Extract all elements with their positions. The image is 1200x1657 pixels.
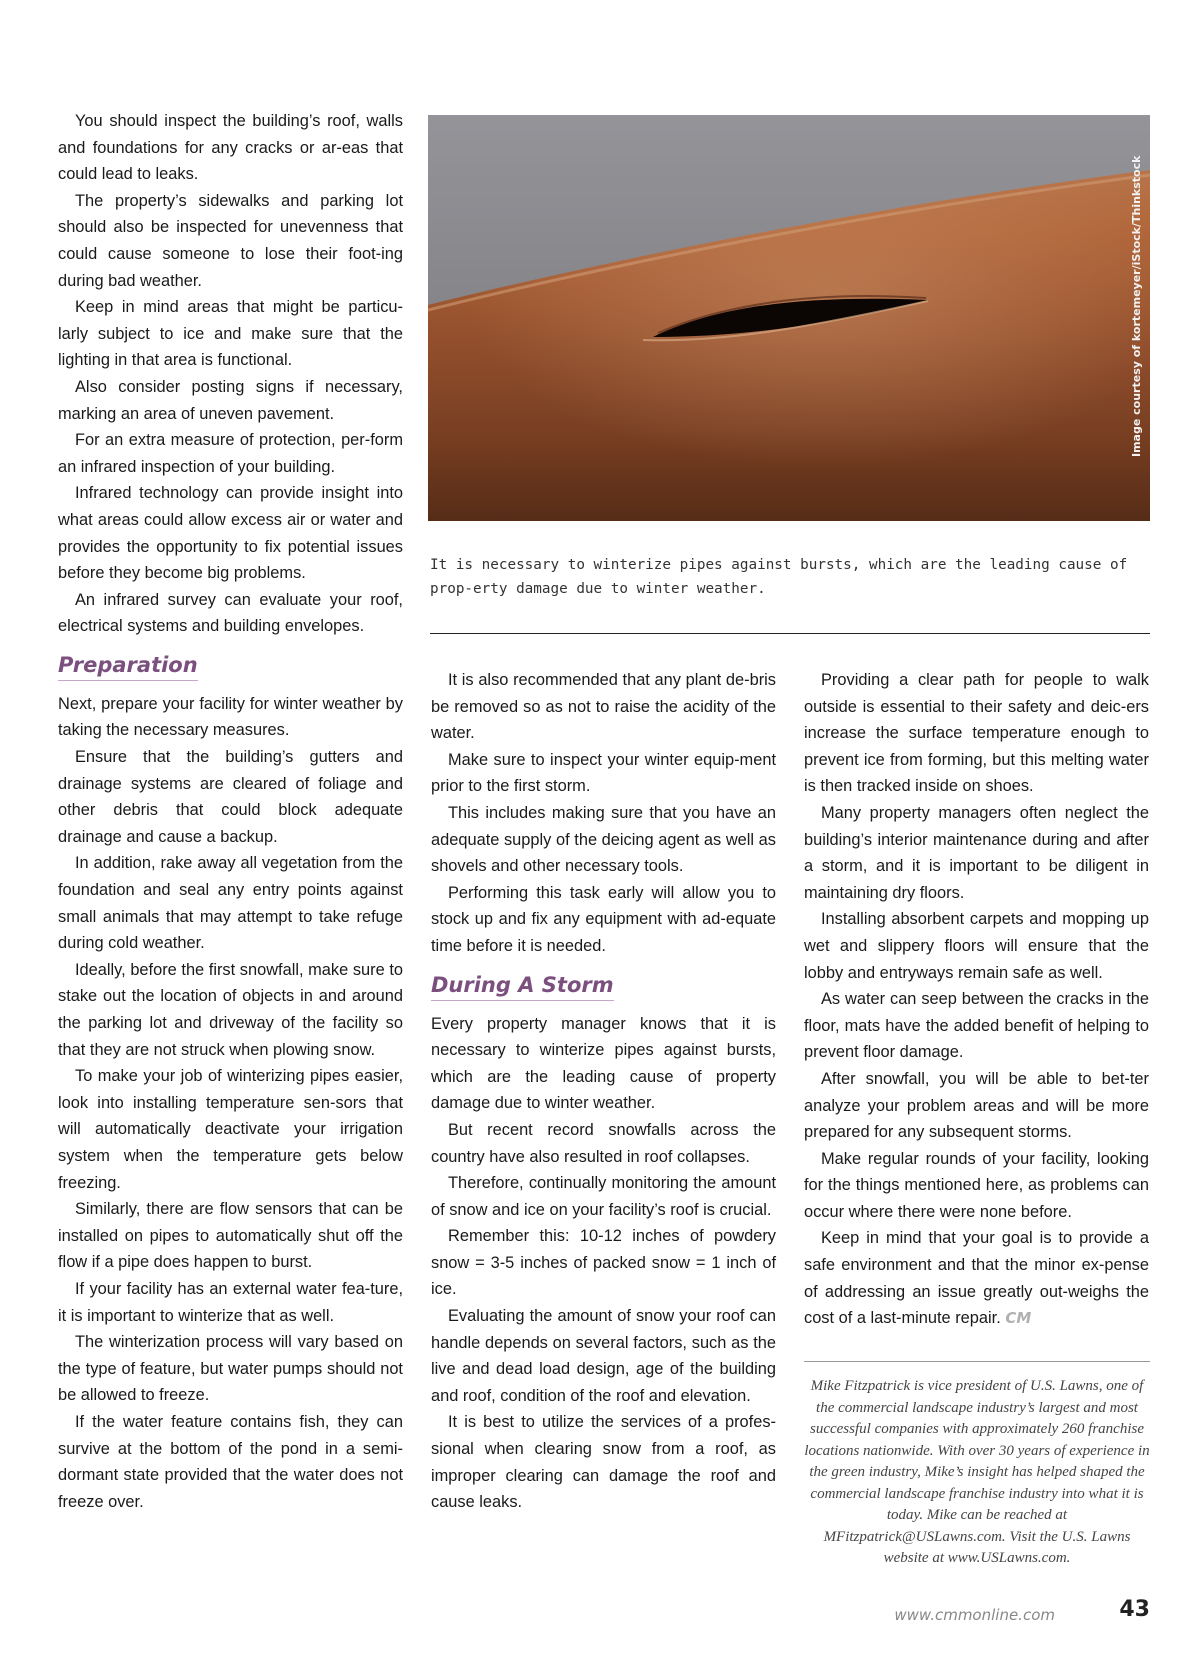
paragraph: Every property manager knows that it is necessary to winterize pipes against bursts, which are the leading cause of property damage due to winter weather. (431, 1014, 776, 1113)
paragraph: Ensure that the building’s gutters and drainage systems are cleared of foliage and other debris that could block adequate drainage and cause a backup. (58, 748, 403, 846)
paragraph: Providing a clear path for people to walk outside is essential to their safety and deic-ers increase the surface temperature enough to prevent ice from forming, but this melting water is then tracked inside on shoes. (804, 671, 1149, 796)
paragraph: But recent record snowfalls across the country have also resulted in roof collapses. (431, 1120, 776, 1166)
paragraph-text: Keep in mind that your goal is to provide a safe environment and that the minor ex-pense of addressing an issue greatly out-weighs the cost of a last-minute repair. (804, 1229, 1149, 1328)
paragraph: Keep in mind areas that might be particu-larly subject to ice and make sure that the lighting in that area is functional. (58, 298, 403, 370)
paragraph: If your facility has an external water fea-ture, it is important to winterize that as well. (58, 1279, 403, 1325)
middle-column (431, 667, 776, 1516)
paragraph: Evaluating the amount of snow your roof can handle depends on several factors, such as the live and dead load design, age of the building and roof, condition of the roof and elevation. (431, 1307, 776, 1405)
right-column (804, 667, 1149, 1332)
author-bio: Mike Fitzpatrick is vice president of U.S. Lawns, one of the commercial landscape industry’s largest and most successful companies with approximately 260 franchise locations nationwide. With over 30 years of experience in the green industry, Mike’s insight has helped shaped the commercial landscape franchise industry into what it is today. Mike can be reached at MFitzpatrick@USLawns.com. Visit the U.S. Lawns website at www.USLawns.com. (804, 1378, 1150, 1566)
photo-credit: Image courtesy of kortemeyer/iStock/Thinkstock (1130, 155, 1143, 457)
paragraph: Remember this: 10-12 inches of powdery snow = 3-5 inches of packed snow = 1 inch of ice. (431, 1227, 776, 1299)
divider (804, 1361, 1150, 1362)
paragraph: It is best to utilize the services of a profes-sional when clearing snow from a roof, as improper clearing can damage the roof and cause leaks. (431, 1413, 776, 1512)
paragraph: The property’s sidewalks and parking lot should also be inspected for unevenness that could cause someone to lose their foot-ing during bad weather. (58, 191, 403, 290)
burst-pipe-photo (428, 115, 1150, 521)
section-heading-during-a-storm: During A Storm (431, 972, 614, 1001)
section-heading-preparation: Preparation (58, 652, 198, 681)
paragraph: Installing absorbent carpets and mopping up wet and slippery floors will ensure that the lobby and entryways remain safe as well. (804, 910, 1149, 982)
paragraph: As water can seep between the cracks in the floor, mats have the added benefit of helping to prevent floor damage. (804, 990, 1149, 1062)
paragraph: Next, prepare your facility for winter weather by taking the necessary measures. (58, 694, 403, 740)
paragraph: To make your job of winterizing pipes easier, look into installing temperature sen-sors that will automatically deactivate your irrigation system when the temperature gets below freezing. (58, 1067, 403, 1192)
paragraph: Make sure to inspect your winter equip-ment prior to the first storm. (431, 750, 776, 796)
photo-caption: It is necessary to winterize pipes against bursts, which are the leading cause of prop-erty damage due to winter weather. (430, 557, 1128, 597)
paragraph: In addition, rake away all vegetation from the foundation and seal any entry points against small animals that may attempt to take refuge during cold weather. (58, 854, 403, 953)
paragraph: This includes making sure that you have an adequate supply of the deicing agent as well as shovels and other necessary tools. (431, 803, 776, 876)
paragraph: Also consider posting signs if necessary, marking an area of uneven pavement. (58, 377, 403, 423)
left-column (58, 108, 403, 1515)
paragraph: If the water feature contains fish, they can survive at the bottom of the pond in a semi-dormant state provided that the water does not freeze over. (58, 1412, 403, 1511)
paragraph: Infrared technology can provide insight into what areas could allow excess air or water and provides the opportunity to fix potential issues before they become big problems. (58, 484, 403, 583)
paragraph: The winterization process will vary based on the type of feature, but water pumps should not be allowed to freeze. (58, 1333, 403, 1405)
paragraph: After snowfall, you will be able to bet-ter analyze your problem areas and will be more prepared for any subsequent storms. (804, 1069, 1149, 1142)
paragraph: Performing this task early will allow you to stock up and fix any equipment with ad-equate time before it is needed. (431, 883, 776, 955)
paragraph: For an extra measure of protection, per-form an infrared inspection of your building. (58, 431, 403, 476)
paragraph: Make regular rounds of your facility, looking for the things mentioned here, as problems can occur where there were none before. (804, 1149, 1149, 1221)
footer-url: www.cmmonline.com (894, 1606, 1055, 1624)
paragraph: Ideally, before the first snowfall, make sure to stake out the location of objects in and around the parking lot and driveway of the facility so that they are not struck when plowing snow. (58, 960, 403, 1059)
paragraph: You should inspect the building’s roof, walls and foundations for any cracks or ar-eas that could lead to leaks. (58, 112, 403, 184)
paragraph: Similarly, there are flow sensors that can be installed on pipes to automatically shut off the flow if a pipe does happen to burst. (58, 1200, 403, 1272)
paragraph: An infrared survey can evaluate your roof, electrical systems and building envelopes. (58, 590, 403, 636)
page-number: 43 (1119, 1597, 1150, 1622)
paragraph-final (804, 1225, 1149, 1331)
divider (430, 633, 1150, 634)
end-mark: CM (1005, 1309, 1032, 1328)
paragraph: It is also recommended that any plant de-bris be removed so as not to raise the acidity of the water. (431, 671, 776, 743)
paragraph: Therefore, continually monitoring the amount of snow and ice on your facility’s roof is crucial. (431, 1174, 776, 1219)
paragraph: Many property managers often neglect the building’s interior maintenance during and after a storm, and it is important to be diligent in maintaining dry floors. (804, 803, 1149, 902)
